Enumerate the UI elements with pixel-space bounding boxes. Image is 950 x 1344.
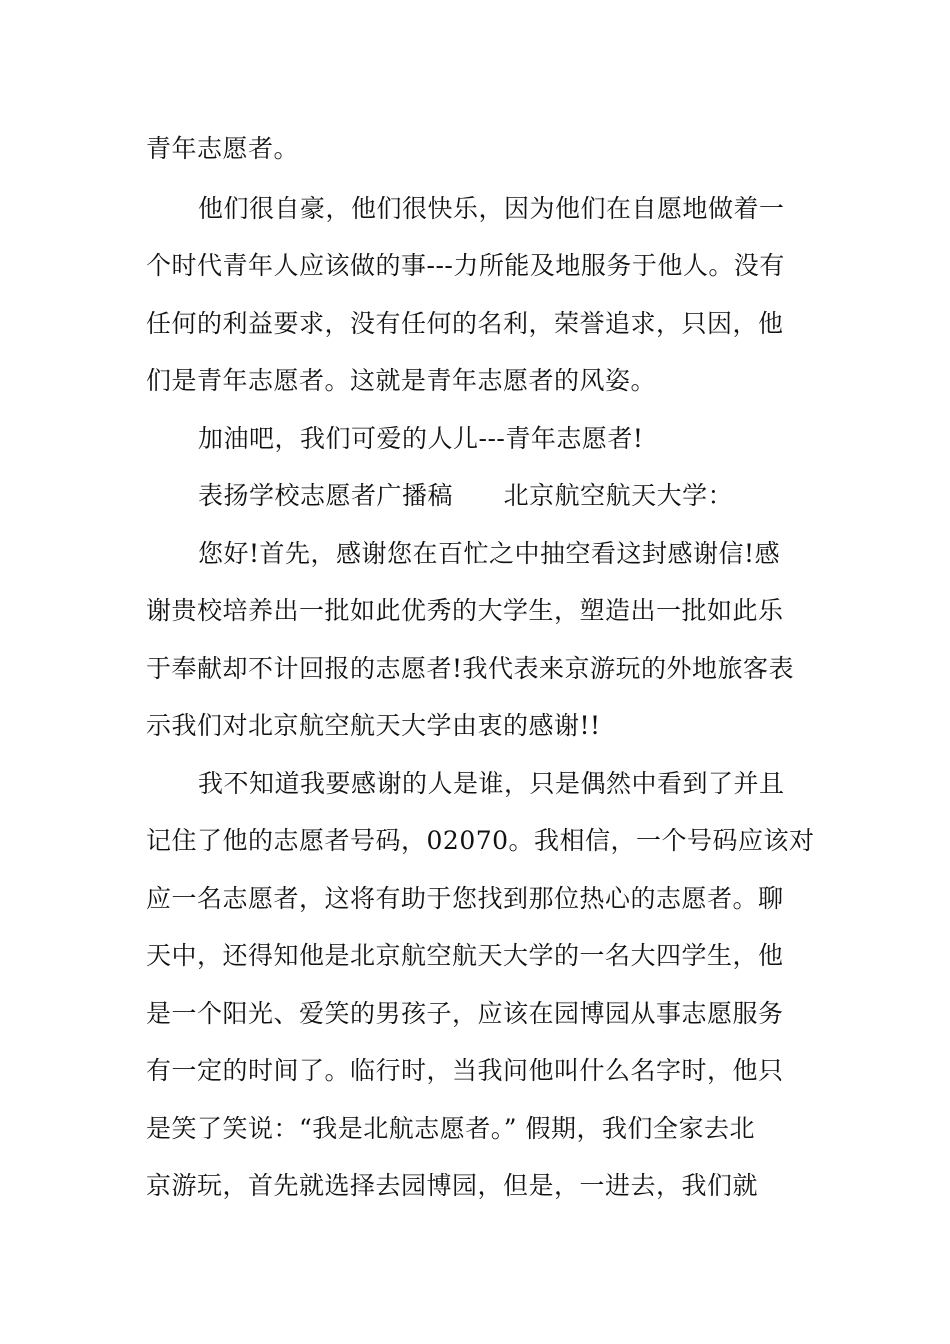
text-line: 们是青年志愿者。这就是青年志愿者的风姿。: [146, 366, 657, 395]
text-line: 任何的利益要求，没有任何的名利，荣誉追求，只因，他: [146, 309, 784, 338]
paragraph-start-line: 加油吧，我们可爱的人儿---青年志愿者!: [198, 424, 644, 453]
text-line: 个时代青年人应该做的事---力所能及地服务于他人。没有: [146, 251, 785, 280]
paragraph-start-line: 我不知道我要感谢的人是谁，只是偶然中看到了并且: [198, 769, 785, 798]
text-line: 青年志愿者。: [146, 134, 300, 163]
text-line: 天中，还得知他是北京航空航天大学的一名大四学生，他: [146, 941, 784, 970]
paragraph-start-line: 他们很自豪，他们很快乐，因为他们在自愿地做着一: [198, 194, 785, 223]
text-line: 于奉献却不计回报的志愿者!我代表来京游玩的外地旅客表: [146, 654, 795, 683]
text-line: 示我们对北京航空航天大学由衷的感谢!!: [146, 711, 601, 740]
text-line: 记住了他的志愿者号码，02070。我相信，一个号码应该对: [146, 826, 815, 855]
text-line: 是一个阳光、爱笑的男孩子，应该在园博园从事志愿服务: [146, 999, 784, 1028]
text-line: 应一名志愿者，这将有助于您找到那位热心的志愿者。聊: [146, 884, 784, 913]
text-line: 谢贵校培养出一批如此优秀的大学生，塑造出一批如此乐: [146, 596, 784, 625]
text-line: 有一定的时间了。临行时，当我问他叫什么名字时，他只: [146, 1056, 784, 1085]
paragraph-start-line: 您好!首先，感谢您在百忙之中抽空看这封感谢信!感: [198, 539, 781, 568]
text-line: 是笑了笑说：“我是北航志愿者。” 假期，我们全家去北: [146, 1114, 756, 1143]
text-line: 京游玩，首先就选择去园博园，但是，一进去，我们就: [146, 1171, 759, 1200]
heading-line: 表扬学校志愿者广播稿 北京航空航天大学：: [198, 481, 734, 510]
